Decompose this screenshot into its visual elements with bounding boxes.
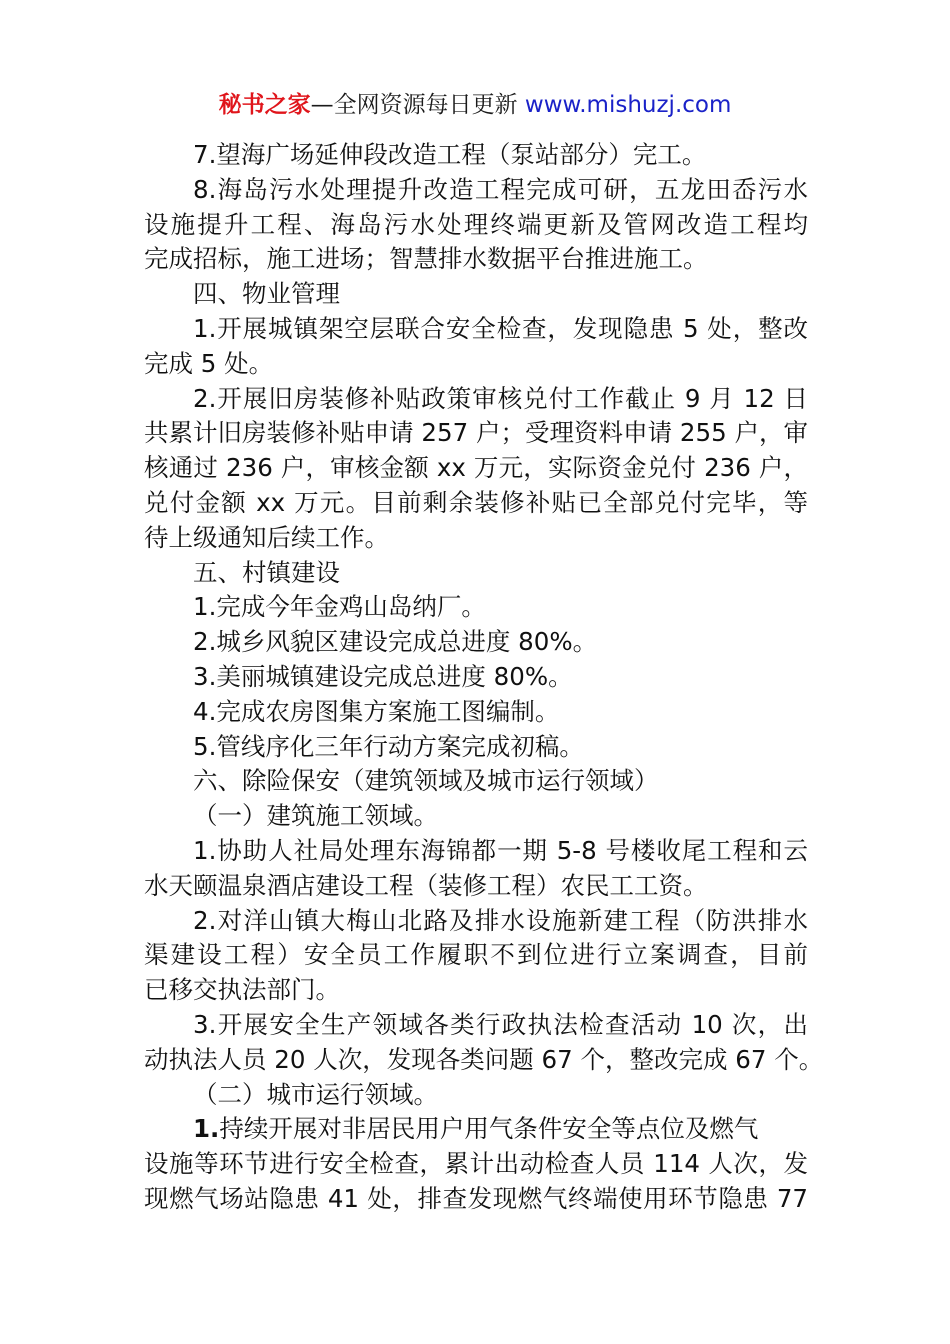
text-line: 3.开展安全生产领域各类行政执法检查活动 10 次，出 xyxy=(193,1009,808,1039)
text-line: 7.望海广场延伸段改造工程（泵站部分）完工。 xyxy=(193,140,707,169)
bold-number: 1. xyxy=(193,1114,220,1144)
text-line-rest: 持续开展对非居民用户用气条件安全等点位及燃气 xyxy=(219,1114,759,1144)
text-line: 2.开展旧房装修补贴政策审核兑付工作截止 9 月 12 日 xyxy=(193,383,808,413)
subsection-heading: （二）城市运行领域。 xyxy=(193,1079,438,1109)
text-line: 水天颐温泉酒店建设工程（装修工程）农民工工资。 xyxy=(144,870,708,900)
text-line: 3.美丽城镇建设完成总进度 80%。 xyxy=(193,661,573,691)
text-line: 核通过 236 户，审核金额 xx 万元，实际资金兑付 236 户， xyxy=(144,453,808,483)
text-line: 共累计旧房装修补贴申请 257 户；受理资料申请 255 户，审 xyxy=(144,418,808,448)
text-line: 已移交执法部门。 xyxy=(144,975,340,1005)
text-line: 完成招标，施工进场；智慧排水数据平台推进施工。 xyxy=(144,244,708,274)
header-brand: 秘书之家 xyxy=(218,92,311,118)
text-line: 1.完成今年金鸡山岛纳厂。 xyxy=(193,592,486,622)
text-line: 兑付金额 xx 万元。目前剩余装修补贴已全部兑付完毕，等 xyxy=(144,487,808,517)
text-line: 2.对洋山镇大梅山北路及排水设施新建工程（防洪排水 xyxy=(193,905,808,935)
text-line: 动执法人员 20 人次，发现各类问题 67 个，整改完成 67 个。 xyxy=(144,1044,824,1074)
text-line: 渠建设工程）安全员工作履职不到位进行立案调查，目前 xyxy=(144,940,808,970)
text-line: 8.海岛污水处理提升改造工程完成可研，五龙田岙污水 xyxy=(193,174,808,204)
text-line: 5.管线序化三年行动方案完成初稿。 xyxy=(193,731,584,761)
section-heading: 四、物业管理 xyxy=(193,279,340,309)
text-line: 1.协助人社局处理东海锦都一期 5-8 号楼收尾工程和云 xyxy=(193,835,808,865)
document-body xyxy=(144,138,824,1217)
text-line: 2.城乡风貌区建设完成总进度 80%。 xyxy=(193,627,598,657)
text-line: 4.完成农房图集方案施工图编制。 xyxy=(193,696,560,726)
site-header xyxy=(0,88,950,122)
section-heading: 六、除险保安（建筑领域及城市运行领域） xyxy=(193,766,659,796)
text-line: 设施提升工程、海岛污水处理终端更新及管网改造工程均 xyxy=(144,209,808,239)
section-heading: 五、村镇建设 xyxy=(193,557,340,587)
header-url-link[interactable]: www.mishuzj.com xyxy=(524,92,732,118)
header-tagline: —全网资源每日更新 xyxy=(310,92,518,118)
text-line: 完成 5 处。 xyxy=(144,348,274,378)
subsection-heading: （一）建筑施工领域。 xyxy=(193,801,438,831)
text-line: 1.开展城镇架空层联合安全检查，发现隐患 5 处，整改 xyxy=(193,313,808,343)
text-line: 设施等环节进行安全检查，累计出动检查人员 114 人次，发 xyxy=(144,1149,808,1179)
text-line: 现燃气场站隐患 41 处，排查发现燃气终端使用环节隐患 77 xyxy=(144,1183,808,1213)
text-line: 待上级通知后续工作。 xyxy=(144,522,389,552)
text-line xyxy=(144,1112,808,1147)
